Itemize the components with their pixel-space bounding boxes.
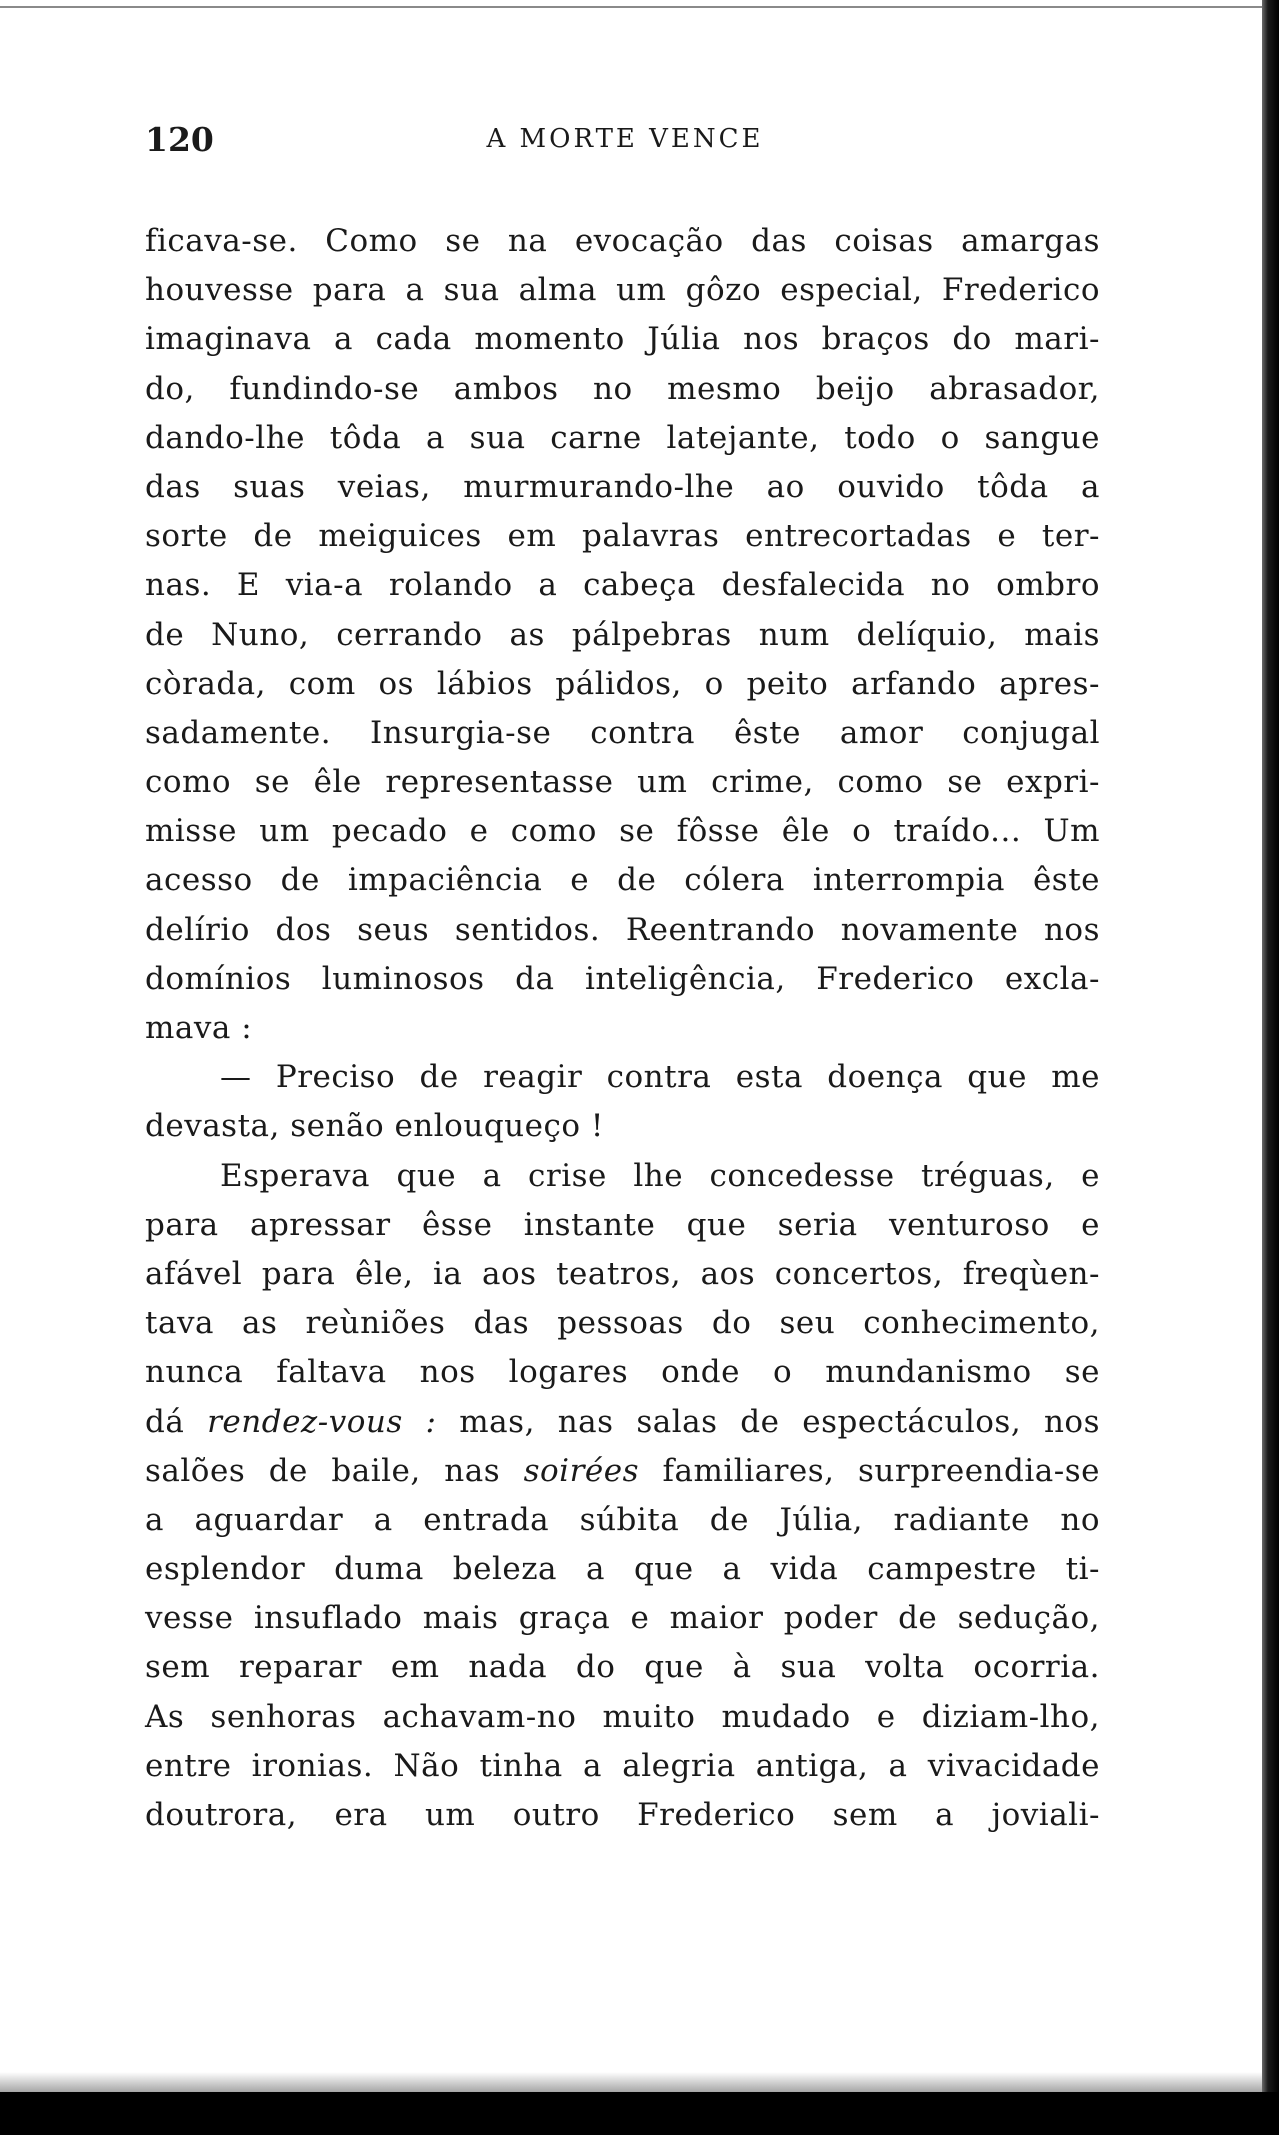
text-line: tava as reùniões das pessoas do seu conhecimento, [145, 1305, 1100, 1342]
text-line: misse um pecado e como se fôsse êle o traído... Um [145, 813, 1100, 850]
text-line: dando-lhe tôda a sua carne latejante, todo o sangue [145, 419, 1100, 456]
text-line: das suas veias, murmurando-lhe ao ouvido tôda a [145, 468, 1100, 505]
text-line: como se êle representasse um crime, como se expri- [145, 764, 1100, 801]
text-line: afável para êle, ia aos teatros, aos concertos, freqùen- [145, 1255, 1100, 1292]
text-run: mas, nas salas de espectáculos, nos [436, 1403, 1100, 1440]
text-line [145, 1398, 1100, 1447]
text-line: nunca faltava nos logares onde o mundanismo se [145, 1354, 1100, 1391]
text-line: para apressar êsse instante que seria venturoso e [145, 1206, 1100, 1243]
dialogue-line: — Preciso de reagir contra esta doença que me [220, 1059, 1100, 1096]
top-rule [0, 6, 1262, 8]
page-header [145, 120, 1105, 170]
text-line: do, fundindo-se ambos no mesmo beijo abrasador, [145, 370, 1100, 407]
text-run: familiares, surpreendia-se [639, 1452, 1100, 1489]
body-text [145, 217, 1100, 1840]
page-number: 120 [145, 120, 214, 159]
text-run: salões de baile, nas [145, 1452, 524, 1489]
text-line: nas. E via-a rolando a cabeça desfalecida no ombro [145, 567, 1100, 604]
text-line: sem reparar em nada do que à sua volta ocorria. [145, 1649, 1100, 1686]
text-line: ficava-se. Como se na evocação das coisas amargas [145, 223, 1100, 259]
dialogue-line: devasta, senão enlouqueço ! [145, 1108, 604, 1145]
text-line: houvesse para a sua alma um gôzo especial, Frederico [145, 272, 1100, 309]
paragraph-start-line: Esperava que a crise lhe concedesse tréguas, e [220, 1157, 1100, 1194]
text-line: imaginava a cada momento Júlia nos braços do mari- [145, 321, 1100, 358]
page-edge-shadow [1262, 0, 1279, 2135]
text-line: delírio dos seus sentidos. Reentrando novamente nos [145, 911, 1100, 948]
text-run: dá [145, 1403, 208, 1440]
italic-phrase: rendez-vous : [207, 1403, 437, 1440]
text-line: mava : [145, 1010, 253, 1046]
bottom-scan-border [0, 2092, 1279, 2135]
text-line: sorte de meiguices em palavras entrecortadas e ter- [145, 518, 1100, 555]
text-line: entre ironias. Não tinha a alegria antiga, a vivacidade [145, 1747, 1100, 1784]
running-title: A MORTE VENCE [486, 124, 764, 154]
bottom-shadow [0, 2072, 1262, 2092]
text-line: acesso de impaciência e de cólera interrompia êste [145, 862, 1100, 899]
text-line: a aguardar a entrada súbita de Júlia, radiante no [145, 1501, 1100, 1538]
text-line: vesse insuflado mais graça e maior poder de sedução, [145, 1600, 1100, 1637]
text-line: esplendor duma beleza a que a vida campestre ti- [145, 1551, 1100, 1588]
text-line: doutrora, era um outro Frederico sem a joviali- [145, 1797, 1100, 1833]
text-line [145, 1447, 1100, 1496]
text-line: As senhoras achavam-no muito mudado e diziam-lho, [145, 1698, 1100, 1735]
italic-phrase: soirées [523, 1452, 640, 1489]
text-line: còrada, com os lábios pálidos, o peito arfando apres- [145, 665, 1100, 702]
text-line: sadamente. Insurgia-se contra êste amor conjugal [145, 714, 1100, 751]
text-line: de Nuno, cerrando as pálpebras num delíquio, mais [145, 616, 1100, 653]
text-line: domínios luminosos da inteligência, Frederico excla- [145, 960, 1100, 997]
